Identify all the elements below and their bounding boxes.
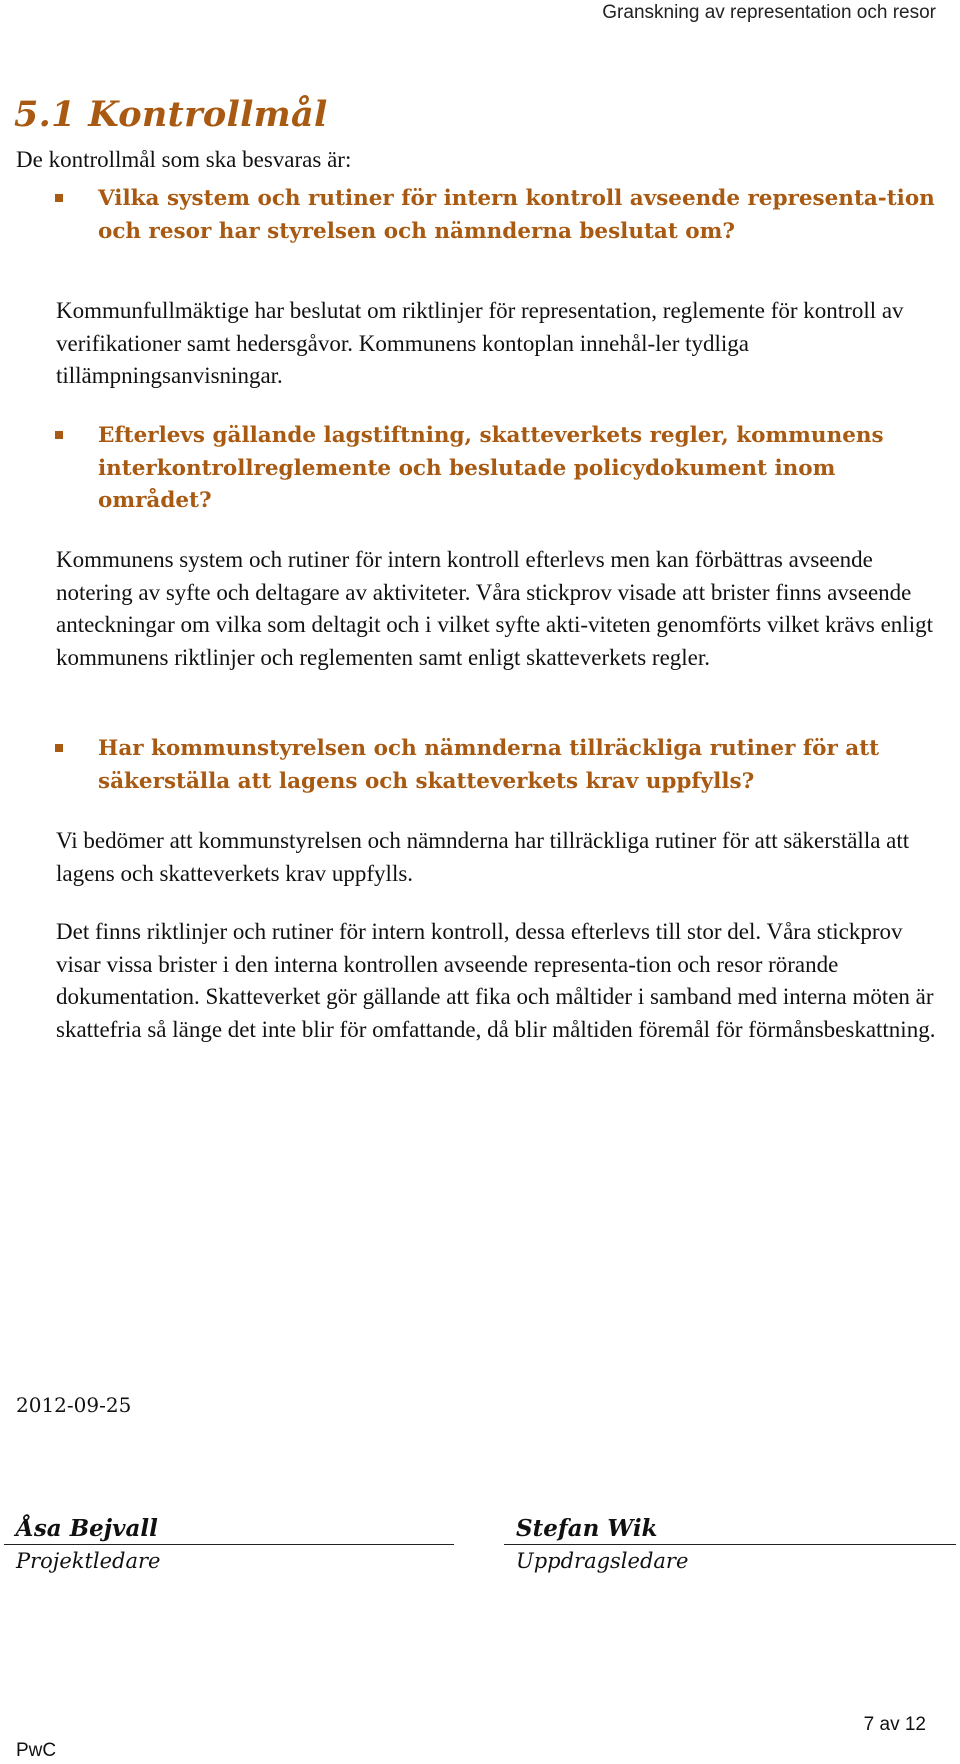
signatory-role: Projektledare: [16, 1549, 161, 1573]
control-goal-3: [56, 733, 936, 798]
signature-block-1: [4, 1515, 454, 1573]
bullet-square-icon: [55, 194, 63, 202]
control-answer-3a: [56, 825, 936, 890]
signature-block-2: [504, 1515, 956, 1573]
control-question: Har kommunstyrelsen och nämnderna tillräckliga rutiner för att säkerställa att lagens och skatteverkets krav uppfylls?: [98, 736, 880, 794]
answer-paragraph: Det finns riktlinjer och rutiner för intern kontroll, dessa efterlevs till stor del. Våra stickprov visar vissa brister i den interna kontrollen avseende representa-tion och resor rörande dokumentation. Skatteverket gör gällande att fika och måltider i samband med interna möten är skattefria så länge det inte blir för omfattande, då blir måltiden föremål för förmånsbeskattning.: [56, 919, 936, 1042]
signatory-name: Åsa Bejvall: [16, 1515, 158, 1542]
control-goal-1: [56, 183, 936, 248]
answer-paragraph: Kommunfullmäktige har beslutat om riktlinjer för representation, reglemente för kontroll av verifikationer samt hedersgåvor. Kommunens kontoplan innehål-ler tydliga tillämpningsanvisningar.: [56, 298, 904, 388]
control-goal-2: [56, 420, 936, 518]
running-header: Granskning av representation och resor: [602, 2, 936, 23]
section-intro: De kontrollmål som ska besvaras är:: [16, 147, 352, 172]
bullet-square-icon: [55, 431, 63, 439]
signatory-name: Stefan Wik: [516, 1515, 658, 1542]
answer-paragraph: Kommunens system och rutiner för intern kontroll efterlevs men kan förbättras avseende notering av syfte och deltagare av aktiviteter. Våra stickprov visade att brister finns avseende anteckningar om vilka som deltagit och i vilket syfte akti-viteten genomförts vilket krävs enligt kommunens riktlinjer och reglementen samt enligt skatteverkets regler.: [56, 547, 933, 670]
control-answer-1: [56, 295, 936, 393]
signatory-role: Uppdragsledare: [516, 1549, 689, 1573]
footer-brand: PwC: [16, 1740, 57, 1761]
control-answer-3b: [56, 916, 936, 1046]
report-date: 2012-09-25: [16, 1393, 132, 1417]
page-number: 7 av 12: [863, 1714, 926, 1735]
answer-paragraph: Vi bedömer att kommunstyrelsen och nämnderna har tillräckliga rutiner för att säkerställa att lagens och skatteverkets krav uppfylls.: [56, 828, 910, 886]
control-question: Vilka system och rutiner för intern kontroll avseende representa-tion och resor har styrelsen och nämnderna beslutat om?: [98, 186, 935, 244]
bullet-square-icon: [55, 744, 63, 752]
section-title: 5.1 Kontrollmål: [14, 94, 328, 135]
control-answer-2: [56, 544, 936, 674]
control-question: Efterlevs gällande lagstiftning, skatteverkets regler, kommunens interkontrollreglemente och beslutade policydokument inom området?: [98, 423, 884, 513]
